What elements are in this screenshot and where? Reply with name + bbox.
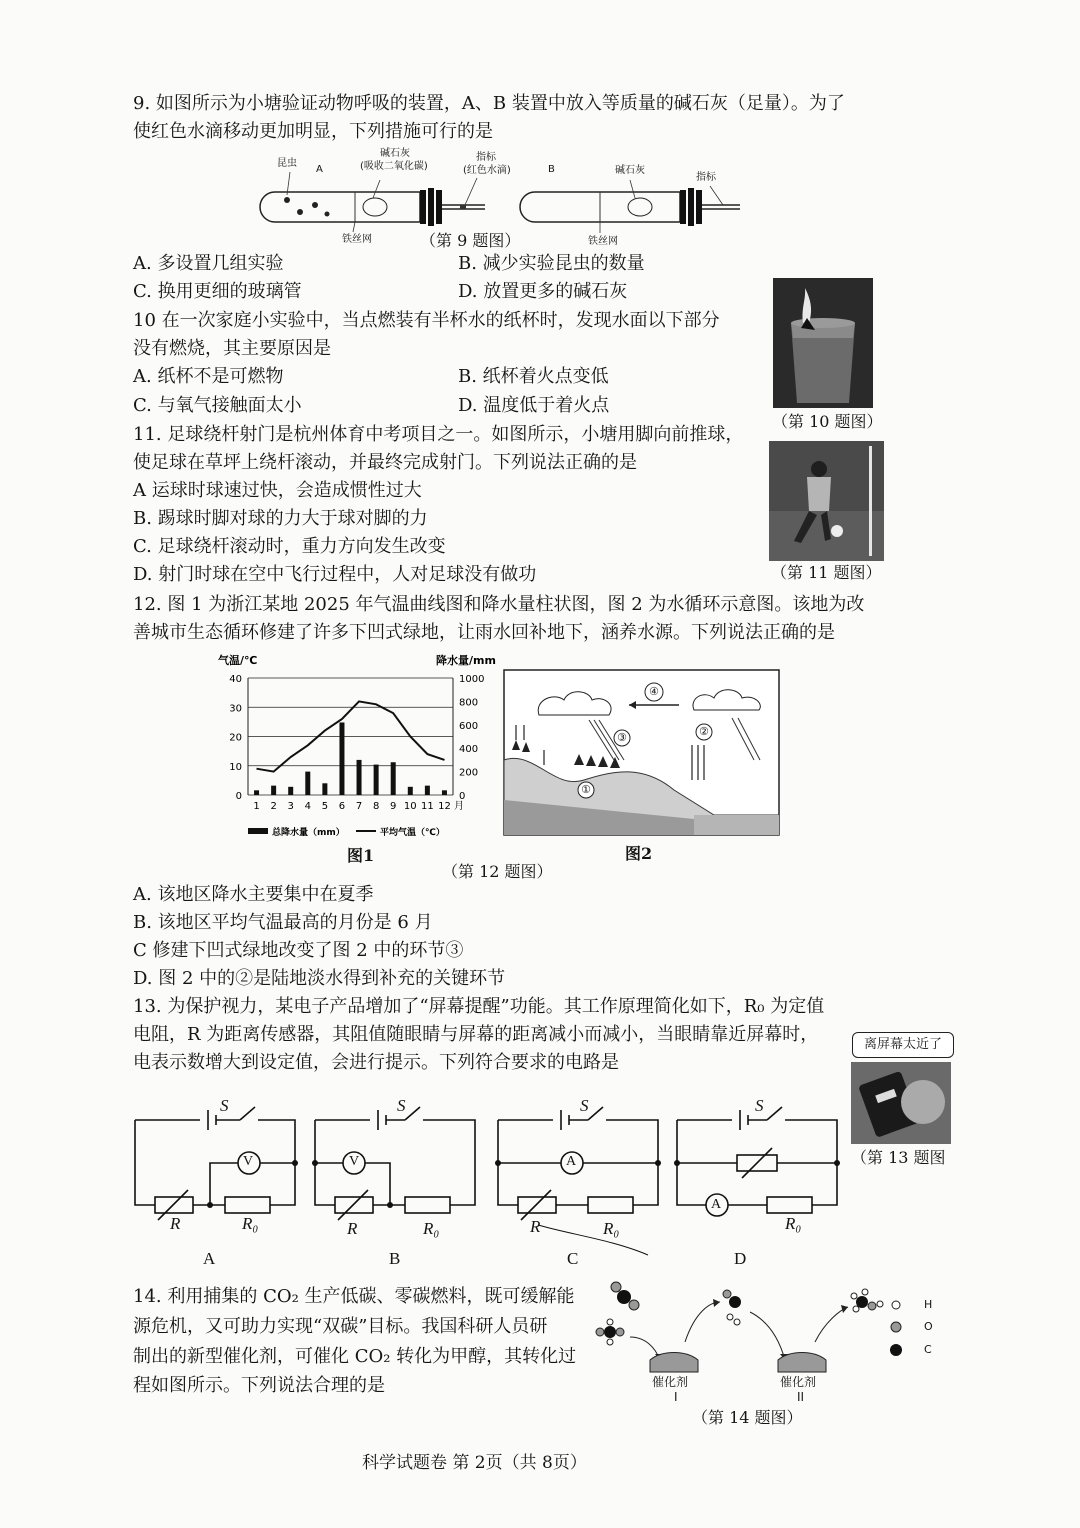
- q10-option-b[interactable]: B. 纸杯着火点变低: [458, 366, 609, 387]
- q9-label-insect: 昆虫: [277, 158, 297, 169]
- chart-ytick-right: 0: [459, 791, 466, 802]
- q13-a-r-label: R: [170, 1214, 181, 1233]
- q12-option-d[interactable]: D. 图 2 中的②是陆地淡水得到补充的关键环节: [133, 968, 506, 989]
- q13-b-switch-label: S: [397, 1096, 406, 1115]
- q10-caption: （第 10 题图）: [772, 412, 883, 431]
- chart-xtick: 7: [355, 801, 363, 812]
- q12-figure2-label: 图2: [625, 844, 653, 863]
- chart-bar-precip: [374, 765, 379, 795]
- q12-fig2-mark-4: ④: [649, 685, 659, 698]
- q13-b-r0-label: R₀: [423, 1219, 440, 1238]
- chart-ytick-left: 30: [229, 703, 242, 715]
- chart-legend-bar-swatch: [248, 828, 268, 834]
- chart-bar-precip: [305, 772, 310, 795]
- page-footer: 科学试题卷 第 2页（共 8页）: [362, 1453, 587, 1473]
- chart-ytick-right: 1000: [459, 674, 485, 685]
- q13-label-c: C: [567, 1249, 579, 1268]
- q14-catalysis-diagram: [590, 1272, 910, 1392]
- q13-stem-line2: 电阻，R 为距离传感器，其阻值随眼睛与屏幕的距离减小而减小，当眼睛靠近屏幕时，: [133, 1024, 819, 1045]
- q9-label-index-b: 指标: [696, 172, 716, 183]
- q9-stem-line2: 使红色水滴移动更加明显，下列措施可行的是: [133, 121, 493, 142]
- chart-bar-precip: [288, 787, 293, 795]
- chart-ylabel-right: 降水量/mm: [436, 654, 496, 667]
- chart-ytick-right: 800: [459, 697, 479, 709]
- chart-ytick-left: 40: [229, 674, 242, 685]
- q12-option-a[interactable]: A. 该地区降水主要集中在夏季: [133, 884, 374, 905]
- chart-bar-precip: [442, 790, 447, 795]
- q14-catalyst-2: 催化剂: [780, 1375, 817, 1389]
- q9-stem-line1: 9. 如图所示为小塘验证动物呼吸的装置，A、B 装置中放入等质量的碱石灰（足量）。为了: [133, 93, 845, 114]
- chart-ytick-left: 20: [229, 732, 242, 744]
- q9-label-B: B: [548, 164, 555, 175]
- chart-ytick-right: 400: [459, 744, 479, 756]
- q13-phone-photo: [851, 1062, 951, 1144]
- q12-stem-line1: 12. 图 1 为浙江某地 2025 年气温曲线图和降水量柱状图，图 2 为水循环示意图。该地为改: [133, 594, 865, 615]
- q14-catalyst-1-num: I: [674, 1390, 678, 1404]
- q10-option-c[interactable]: C. 与氧气接触面太小: [133, 395, 302, 416]
- chart-legend-line-label: 平均气温（℃）: [380, 828, 445, 838]
- q9-label-index-a-note: (红色水滴): [463, 165, 511, 176]
- q13-b-voltmeter-label: V: [349, 1154, 360, 1169]
- q14-stem-line2: 源危机，又可助力实现“双碳”目标。我国科研人员研: [133, 1316, 548, 1337]
- q9-option-b[interactable]: B. 减少实验昆虫的数量: [458, 253, 645, 274]
- q9-label-soda-b: 碱石灰: [615, 165, 645, 176]
- chart-xtick: 4: [304, 801, 311, 812]
- chart-ytick-right: 200: [459, 767, 479, 779]
- q13-c-r0-label: R₀: [603, 1219, 620, 1238]
- q12-climate-chart: [218, 650, 496, 845]
- q9-caption: （第 9 题图）: [420, 231, 521, 250]
- q12-caption: （第 12 题图）: [442, 862, 553, 881]
- chart-xtick: 2: [270, 801, 277, 812]
- q13-d-ammeter-label: A: [711, 1197, 722, 1212]
- q13-d-switch-label: S: [755, 1096, 764, 1115]
- q9-option-a[interactable]: A. 多设置几组实验: [133, 253, 284, 274]
- chart-bar-precip: [425, 786, 430, 795]
- q13-d-r0-label: R₀: [785, 1214, 802, 1233]
- q9-label-mesh-a: 铁丝网: [342, 234, 372, 245]
- q11-football-photo: [769, 441, 884, 561]
- q14-catalyst-2-num: II: [797, 1390, 805, 1404]
- q9-option-c[interactable]: C. 换用更细的玻璃管: [133, 281, 302, 302]
- q13-stem-line3: 电表示数增大到设定值，会进行提示。下列符合要求的电路是: [133, 1052, 619, 1073]
- q10-stem-line2: 没有燃烧，其主要原因是: [133, 338, 331, 359]
- q11-option-a[interactable]: A 运球时球速过快，会造成惯性过大: [133, 480, 422, 501]
- chart-xtick: 8: [372, 801, 380, 812]
- chart-ytick-left: 0: [235, 791, 242, 802]
- q14-stem-line1: 14. 利用捕集的 CO₂ 生产低碳、零碳燃料，既可缓解能: [133, 1286, 575, 1307]
- q13-a-r0-label: R₀: [242, 1214, 259, 1233]
- q11-option-c[interactable]: C. 足球绕杆滚动时，重力方向发生改变: [133, 536, 446, 557]
- q13-label-d: D: [734, 1249, 747, 1268]
- chart-xtick: 5: [321, 801, 329, 812]
- q12-water-cycle-diagram: [504, 670, 779, 835]
- q9-option-d[interactable]: D. 放置更多的碱石灰: [458, 281, 628, 302]
- q9-label-index-a: 指标: [476, 152, 496, 163]
- q10-option-a[interactable]: A. 纸杯不是可燃物: [133, 366, 284, 387]
- chart-xunit: 月: [454, 801, 464, 812]
- q13-caption: （第 13 题图: [851, 1148, 946, 1167]
- q13-stem-line1: 13. 为保护视力，某电子产品增加了“屏幕提醒”功能。其工作原理简化如下，R₀ 为定值: [133, 996, 825, 1017]
- q13-label-a: A: [203, 1249, 216, 1268]
- chart-bar-precip: [254, 790, 259, 795]
- q14-stem-line4: 程如图所示。下列说法合理的是: [133, 1375, 385, 1396]
- q12-stem-line2: 善城市生态循环修建了许多下凹式绿地，让雨水回补地下，涵养水源。下列说法正确的是: [133, 622, 835, 643]
- q14-stem-line3: 制出的新型催化剂，可催化 CO₂ 转化为甲醇，其转化过: [133, 1346, 577, 1367]
- q13-c-ammeter-label: A: [566, 1154, 577, 1169]
- q12-fig2-mark-2: ②: [699, 725, 709, 738]
- chart-ytick-right: 600: [459, 720, 479, 732]
- q9-label-soda-a-note: (吸收二氧化碳): [360, 161, 428, 172]
- q12-option-b[interactable]: B. 该地区平均气温最高的月份是 6 月: [133, 912, 433, 933]
- chart-xtick: 11: [421, 801, 434, 812]
- chart-xtick: 10: [403, 801, 417, 812]
- chart-ylabel-left: 气温/℃: [218, 654, 258, 667]
- q11-option-b[interactable]: B. 踢球时脚对球的力大于球对脚的力: [133, 508, 428, 529]
- chart-ytick-left: 10: [229, 761, 242, 773]
- q11-caption: （第 11 题图）: [771, 563, 882, 582]
- q14-catalyst-1: 催化剂: [652, 1375, 689, 1389]
- q13-label-b: B: [389, 1249, 401, 1268]
- q13-b-r-label: R: [347, 1219, 358, 1238]
- chart-bar-precip: [339, 722, 344, 795]
- chart-xtick: 3: [287, 801, 294, 812]
- q13-circuit-b: [310, 1095, 480, 1225]
- q9-label-mesh-b: 铁丝网: [588, 236, 618, 247]
- q12-option-c[interactable]: C 修建下凹式绿地改变了图 2 中的环节③: [133, 940, 464, 961]
- chart-xtick: 1: [253, 801, 260, 812]
- q9-label-soda-a: 碱石灰: [380, 148, 410, 159]
- q11-option-d[interactable]: D. 射门时球在空中飞行过程中，人对足球没有做功: [133, 564, 537, 585]
- q13-c-switch-label: S: [580, 1096, 589, 1115]
- q14-legend-h: H: [924, 1298, 933, 1311]
- chart-bar-precip: [271, 786, 276, 795]
- q14-legend-o: O: [924, 1320, 933, 1333]
- q12-figure1-label: 图1: [347, 846, 375, 865]
- q12-fig2-mark-3: ③: [617, 731, 627, 744]
- chart-bar-precip: [322, 783, 327, 795]
- q10-stem-line1: 10 在一次家庭小实验中，当点燃装有半杯水的纸杯时，发现水面以下部分: [133, 310, 720, 331]
- chart-xtick: 9: [390, 801, 397, 812]
- q9-label-A: A: [316, 164, 323, 175]
- q10-option-d[interactable]: D. 温度低于着火点: [458, 395, 610, 416]
- chart-xtick: 6: [338, 801, 346, 812]
- q13-circuit-a: [130, 1095, 300, 1225]
- q13-a-switch-label: S: [220, 1096, 229, 1115]
- q13-a-voltmeter-label: V: [243, 1154, 254, 1169]
- chart-xtick: 12: [438, 801, 451, 812]
- q11-stem-line2: 使足球在草坪上绕杆滚动，并最终完成射门。下列说法正确的是: [133, 452, 637, 473]
- q13-circuit-c: [493, 1095, 663, 1255]
- q10-paper-cup-photo: [773, 278, 873, 408]
- chart-bar-precip: [357, 760, 362, 795]
- q11-stem-line1: 11. 足球绕杆射门是杭州体育中考项目之一。如图所示，小塘用脚向前推球，: [133, 424, 744, 445]
- q13-c-r-label: R: [530, 1217, 541, 1236]
- q14-caption: （第 14 题图）: [692, 1408, 803, 1427]
- chart-legend-bar-label: 总降水量（mm）: [272, 828, 345, 838]
- q14-legend-c: C: [924, 1343, 932, 1356]
- chart-bar-precip: [391, 762, 396, 795]
- q12-fig2-mark-1: ①: [581, 783, 591, 796]
- q13-warning-bubble: 离屏幕太近了: [852, 1032, 954, 1058]
- chart-bar-precip: [408, 787, 413, 795]
